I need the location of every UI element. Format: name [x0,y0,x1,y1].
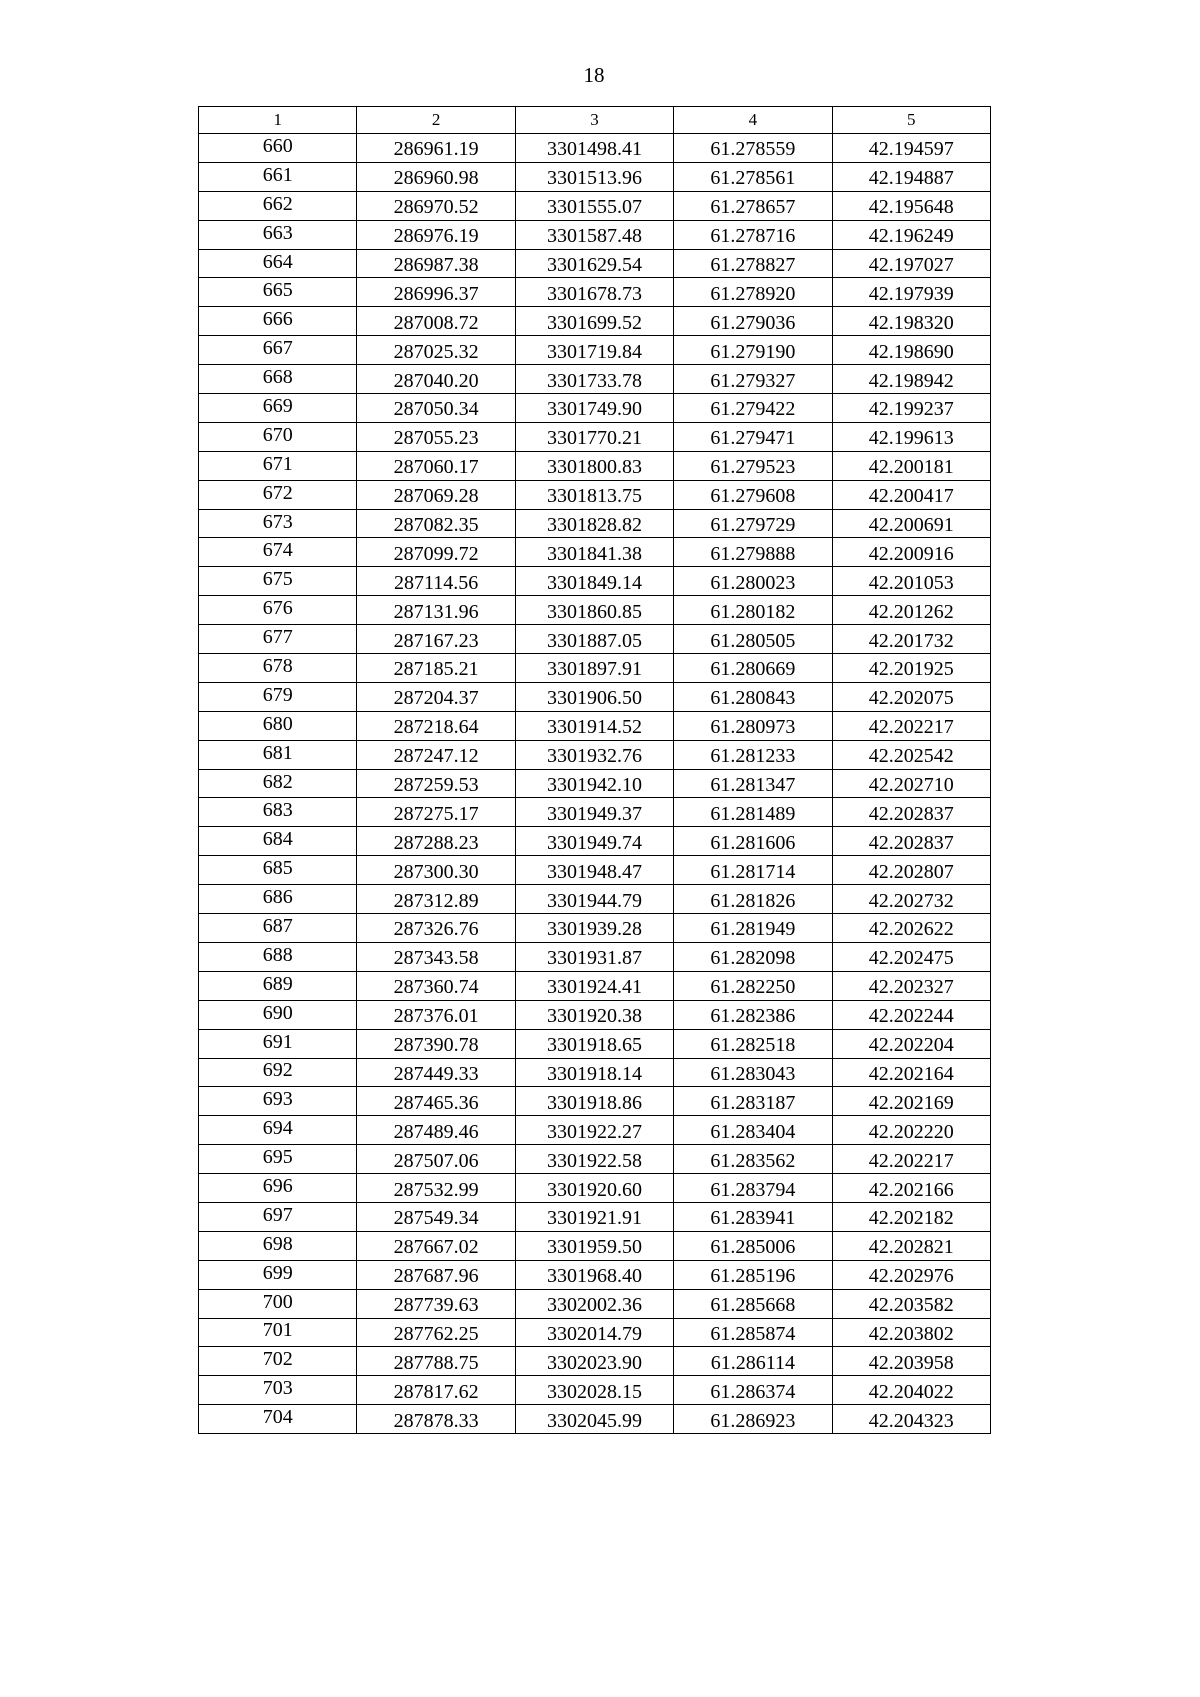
y-coordinate-cell: 3302002.36 [515,1289,673,1318]
x-coordinate-cell: 286961.19 [357,134,515,163]
latitude-cell: 61.283941 [674,1202,832,1231]
longitude-cell: 42.200916 [832,538,990,567]
point-number-cell: 703 [199,1376,357,1405]
y-coordinate-cell: 3301513.96 [515,162,673,191]
table-row [199,1029,991,1058]
table-row [199,1202,991,1231]
y-coordinate-cell: 3301918.14 [515,1058,673,1087]
y-coordinate-cell: 3301733.78 [515,365,673,394]
x-coordinate-cell: 287465.36 [357,1087,515,1116]
x-coordinate-cell: 287489.46 [357,1116,515,1145]
column-header-5: 5 [832,107,990,134]
x-coordinate-cell: 287549.34 [357,1202,515,1231]
y-coordinate-cell: 3301906.50 [515,682,673,711]
y-coordinate-cell: 3301841.38 [515,538,673,567]
latitude-cell: 61.281714 [674,856,832,885]
table-row [199,1405,991,1434]
table-row [199,1087,991,1116]
y-coordinate-cell: 3301770.21 [515,422,673,451]
x-coordinate-cell: 287300.30 [357,856,515,885]
point-number-cell: 682 [199,769,357,798]
x-coordinate-cell: 287204.37 [357,682,515,711]
longitude-cell: 42.202475 [832,942,990,971]
longitude-cell: 42.201732 [832,625,990,654]
table-row [199,856,991,885]
x-coordinate-cell: 287040.20 [357,365,515,394]
column-header-4: 4 [674,107,832,134]
x-coordinate-cell: 287788.75 [357,1347,515,1376]
longitude-cell: 42.201925 [832,654,990,683]
point-number-cell: 679 [199,682,357,711]
longitude-cell: 42.202732 [832,885,990,914]
longitude-cell: 42.197027 [832,249,990,278]
latitude-cell: 61.286114 [674,1347,832,1376]
latitude-cell: 61.281606 [674,827,832,856]
y-coordinate-cell: 3301939.28 [515,914,673,943]
longitude-cell: 42.202166 [832,1174,990,1203]
latitude-cell: 61.283794 [674,1174,832,1203]
table-row [199,1174,991,1203]
table-row [199,1318,991,1347]
table-row [199,1000,991,1029]
x-coordinate-cell: 287326.76 [357,914,515,943]
table-row [199,596,991,625]
y-coordinate-cell: 3301968.40 [515,1260,673,1289]
longitude-cell: 42.200181 [832,451,990,480]
point-number-cell: 702 [199,1347,357,1376]
latitude-cell: 61.279471 [674,422,832,451]
longitude-cell: 42.201262 [832,596,990,625]
latitude-cell: 61.280843 [674,682,832,711]
table-row [199,220,991,249]
x-coordinate-cell: 287050.34 [357,394,515,423]
y-coordinate-cell: 3301587.48 [515,220,673,249]
latitude-cell: 61.280973 [674,711,832,740]
coordinates-table [198,106,991,1434]
x-coordinate-cell: 286987.38 [357,249,515,278]
point-number-cell: 681 [199,740,357,769]
x-coordinate-cell: 287360.74 [357,971,515,1000]
point-number-cell: 660 [199,134,357,163]
y-coordinate-cell: 3301922.58 [515,1145,673,1174]
latitude-cell: 61.281489 [674,798,832,827]
longitude-cell: 42.196249 [832,220,990,249]
x-coordinate-cell: 287025.32 [357,336,515,365]
longitude-cell: 42.198942 [832,365,990,394]
latitude-cell: 61.281347 [674,769,832,798]
x-coordinate-cell: 287275.17 [357,798,515,827]
latitude-cell: 61.285874 [674,1318,832,1347]
x-coordinate-cell: 287507.06 [357,1145,515,1174]
point-number-cell: 675 [199,567,357,596]
longitude-cell: 42.194887 [832,162,990,191]
table-row [199,1289,991,1318]
x-coordinate-cell: 286976.19 [357,220,515,249]
x-coordinate-cell: 287082.35 [357,509,515,538]
longitude-cell: 42.203958 [832,1347,990,1376]
latitude-cell: 61.278827 [674,249,832,278]
latitude-cell: 61.283187 [674,1087,832,1116]
x-coordinate-cell: 287167.23 [357,625,515,654]
longitude-cell: 42.200691 [832,509,990,538]
x-coordinate-cell: 286996.37 [357,278,515,307]
longitude-cell: 42.195648 [832,191,990,220]
latitude-cell: 61.282098 [674,942,832,971]
longitude-cell: 42.199237 [832,394,990,423]
point-number-cell: 666 [199,307,357,336]
x-coordinate-cell: 286970.52 [357,191,515,220]
point-number-cell: 676 [199,596,357,625]
table-row [199,885,991,914]
y-coordinate-cell: 3301924.41 [515,971,673,1000]
table-row [199,249,991,278]
latitude-cell: 61.278920 [674,278,832,307]
latitude-cell: 61.283404 [674,1116,832,1145]
x-coordinate-cell: 287099.72 [357,538,515,567]
point-number-cell: 699 [199,1260,357,1289]
longitude-cell: 42.202220 [832,1116,990,1145]
point-number-cell: 680 [199,711,357,740]
point-number-cell: 693 [199,1087,357,1116]
longitude-cell: 42.204022 [832,1376,990,1405]
y-coordinate-cell: 3301949.74 [515,827,673,856]
point-number-cell: 687 [199,914,357,943]
x-coordinate-cell: 287114.56 [357,567,515,596]
y-coordinate-cell: 3302045.99 [515,1405,673,1434]
y-coordinate-cell: 3301921.91 [515,1202,673,1231]
point-number-cell: 690 [199,1000,357,1029]
point-number-cell: 691 [199,1029,357,1058]
y-coordinate-cell: 3301918.86 [515,1087,673,1116]
table-row [199,191,991,220]
table-row [199,480,991,509]
latitude-cell: 61.285006 [674,1231,832,1260]
table-row [199,365,991,394]
longitude-cell: 42.203802 [832,1318,990,1347]
y-coordinate-cell: 3301944.79 [515,885,673,914]
longitude-cell: 42.194597 [832,134,990,163]
latitude-cell: 61.282250 [674,971,832,1000]
longitude-cell: 42.197939 [832,278,990,307]
point-number-cell: 671 [199,451,357,480]
latitude-cell: 61.285196 [674,1260,832,1289]
point-number-cell: 669 [199,394,357,423]
longitude-cell: 42.203582 [832,1289,990,1318]
table-row [199,1376,991,1405]
table-row [199,567,991,596]
x-coordinate-cell: 287259.53 [357,769,515,798]
latitude-cell: 61.280505 [674,625,832,654]
table-row [199,827,991,856]
latitude-cell: 61.285668 [674,1289,832,1318]
table-row [199,1260,991,1289]
y-coordinate-cell: 3301922.27 [515,1116,673,1145]
latitude-cell: 61.279036 [674,307,832,336]
x-coordinate-cell: 287069.28 [357,480,515,509]
latitude-cell: 61.279327 [674,365,832,394]
latitude-cell: 61.280182 [674,596,832,625]
x-coordinate-cell: 287390.78 [357,1029,515,1058]
point-number-cell: 672 [199,480,357,509]
x-coordinate-cell: 287247.12 [357,740,515,769]
column-header-1: 1 [199,107,357,134]
x-coordinate-cell: 287288.23 [357,827,515,856]
x-coordinate-cell: 287185.21 [357,654,515,683]
point-number-cell: 683 [199,798,357,827]
longitude-cell: 42.202244 [832,1000,990,1029]
y-coordinate-cell: 3301914.52 [515,711,673,740]
table-row [199,654,991,683]
point-number-cell: 662 [199,191,357,220]
y-coordinate-cell: 3301849.14 [515,567,673,596]
y-coordinate-cell: 3301555.07 [515,191,673,220]
longitude-cell: 42.200417 [832,480,990,509]
latitude-cell: 61.280669 [674,654,832,683]
x-coordinate-cell: 287312.89 [357,885,515,914]
table-row [199,451,991,480]
x-coordinate-cell: 287055.23 [357,422,515,451]
longitude-cell: 42.202204 [832,1029,990,1058]
latitude-cell: 61.279422 [674,394,832,423]
latitude-cell: 61.279523 [674,451,832,480]
point-number-cell: 670 [199,422,357,451]
table-body [199,134,991,1434]
longitude-cell: 42.202837 [832,798,990,827]
point-number-cell: 686 [199,885,357,914]
table-row [199,1145,991,1174]
latitude-cell: 61.278716 [674,220,832,249]
y-coordinate-cell: 3301699.52 [515,307,673,336]
longitude-cell: 42.202710 [832,769,990,798]
table-row [199,1116,991,1145]
point-number-cell: 673 [199,509,357,538]
table-row [199,711,991,740]
y-coordinate-cell: 3301931.87 [515,942,673,971]
latitude-cell: 61.286374 [674,1376,832,1405]
point-number-cell: 704 [199,1405,357,1434]
longitude-cell: 42.198320 [832,307,990,336]
x-coordinate-cell: 287343.58 [357,942,515,971]
x-coordinate-cell: 287739.63 [357,1289,515,1318]
y-coordinate-cell: 3302014.79 [515,1318,673,1347]
latitude-cell: 61.283562 [674,1145,832,1174]
longitude-cell: 42.201053 [832,567,990,596]
y-coordinate-cell: 3302028.15 [515,1376,673,1405]
point-number-cell: 685 [199,856,357,885]
table-row [199,769,991,798]
longitude-cell: 42.202542 [832,740,990,769]
table-row [199,625,991,654]
y-coordinate-cell: 3301942.10 [515,769,673,798]
point-number-cell: 678 [199,654,357,683]
table-row [199,682,991,711]
latitude-cell: 61.281826 [674,885,832,914]
latitude-cell: 61.281949 [674,914,832,943]
table-row [199,134,991,163]
header-row [199,107,991,134]
point-number-cell: 668 [199,365,357,394]
longitude-cell: 42.202821 [832,1231,990,1260]
longitude-cell: 42.199613 [832,422,990,451]
latitude-cell: 61.279190 [674,336,832,365]
point-number-cell: 697 [199,1202,357,1231]
longitude-cell: 42.202169 [832,1087,990,1116]
table-row [199,1347,991,1376]
y-coordinate-cell: 3301918.65 [515,1029,673,1058]
x-coordinate-cell: 286960.98 [357,162,515,191]
point-number-cell: 661 [199,162,357,191]
y-coordinate-cell: 3301932.76 [515,740,673,769]
table-row [199,278,991,307]
point-number-cell: 689 [199,971,357,1000]
latitude-cell: 61.280023 [674,567,832,596]
column-header-2: 2 [357,107,515,134]
longitude-cell: 42.204323 [832,1405,990,1434]
x-coordinate-cell: 287878.33 [357,1405,515,1434]
point-number-cell: 700 [199,1289,357,1318]
y-coordinate-cell: 3301860.85 [515,596,673,625]
latitude-cell: 61.278657 [674,191,832,220]
y-coordinate-cell: 3301948.47 [515,856,673,885]
table-row [199,971,991,1000]
x-coordinate-cell: 287687.96 [357,1260,515,1289]
x-coordinate-cell: 287060.17 [357,451,515,480]
y-coordinate-cell: 3301897.91 [515,654,673,683]
x-coordinate-cell: 287762.25 [357,1318,515,1347]
y-coordinate-cell: 3301800.83 [515,451,673,480]
point-number-cell: 664 [199,249,357,278]
longitude-cell: 42.202182 [832,1202,990,1231]
point-number-cell: 692 [199,1058,357,1087]
latitude-cell: 61.282518 [674,1029,832,1058]
longitude-cell: 42.202976 [832,1260,990,1289]
point-number-cell: 674 [199,538,357,567]
table-row [199,1058,991,1087]
y-coordinate-cell: 3301629.54 [515,249,673,278]
y-coordinate-cell: 3301920.38 [515,1000,673,1029]
latitude-cell: 61.283043 [674,1058,832,1087]
y-coordinate-cell: 3301498.41 [515,134,673,163]
latitude-cell: 61.279888 [674,538,832,567]
x-coordinate-cell: 287008.72 [357,307,515,336]
page-number: 18 [583,63,605,87]
y-coordinate-cell: 3302023.90 [515,1347,673,1376]
latitude-cell: 61.279608 [674,480,832,509]
latitude-cell: 61.281233 [674,740,832,769]
x-coordinate-cell: 287218.64 [357,711,515,740]
table-header [199,107,991,134]
longitude-cell: 42.202217 [832,711,990,740]
y-coordinate-cell: 3301749.90 [515,394,673,423]
table-row [199,942,991,971]
column-header-3: 3 [515,107,673,134]
x-coordinate-cell: 287376.01 [357,1000,515,1029]
longitude-cell: 42.202075 [832,682,990,711]
table-row [199,914,991,943]
point-number-cell: 694 [199,1116,357,1145]
latitude-cell: 61.278559 [674,134,832,163]
point-number-cell: 667 [199,336,357,365]
x-coordinate-cell: 287667.02 [357,1231,515,1260]
table-row [199,162,991,191]
x-coordinate-cell: 287817.62 [357,1376,515,1405]
table-row [199,1231,991,1260]
longitude-cell: 42.202622 [832,914,990,943]
y-coordinate-cell: 3301828.82 [515,509,673,538]
latitude-cell: 61.282386 [674,1000,832,1029]
table-row [199,336,991,365]
point-number-cell: 663 [199,220,357,249]
latitude-cell: 61.278561 [674,162,832,191]
point-number-cell: 677 [199,625,357,654]
y-coordinate-cell: 3301959.50 [515,1231,673,1260]
y-coordinate-cell: 3301678.73 [515,278,673,307]
x-coordinate-cell: 287131.96 [357,596,515,625]
table-row [199,509,991,538]
x-coordinate-cell: 287449.33 [357,1058,515,1087]
longitude-cell: 42.202327 [832,971,990,1000]
y-coordinate-cell: 3301813.75 [515,480,673,509]
table-row [199,394,991,423]
point-number-cell: 684 [199,827,357,856]
point-number-cell: 688 [199,942,357,971]
table-row [199,307,991,336]
y-coordinate-cell: 3301719.84 [515,336,673,365]
point-number-cell: 701 [199,1318,357,1347]
y-coordinate-cell: 3301949.37 [515,798,673,827]
point-number-cell: 698 [199,1231,357,1260]
point-number-cell: 695 [199,1145,357,1174]
latitude-cell: 61.279729 [674,509,832,538]
longitude-cell: 42.202217 [832,1145,990,1174]
table-row [199,422,991,451]
x-coordinate-cell: 287532.99 [357,1174,515,1203]
y-coordinate-cell: 3301920.60 [515,1174,673,1203]
table-row [199,538,991,567]
longitude-cell: 42.202837 [832,827,990,856]
longitude-cell: 42.202164 [832,1058,990,1087]
longitude-cell: 42.202807 [832,856,990,885]
point-number-cell: 665 [199,278,357,307]
y-coordinate-cell: 3301887.05 [515,625,673,654]
longitude-cell: 42.198690 [832,336,990,365]
latitude-cell: 61.286923 [674,1405,832,1434]
table-row [199,798,991,827]
point-number-cell: 696 [199,1174,357,1203]
table-row [199,740,991,769]
